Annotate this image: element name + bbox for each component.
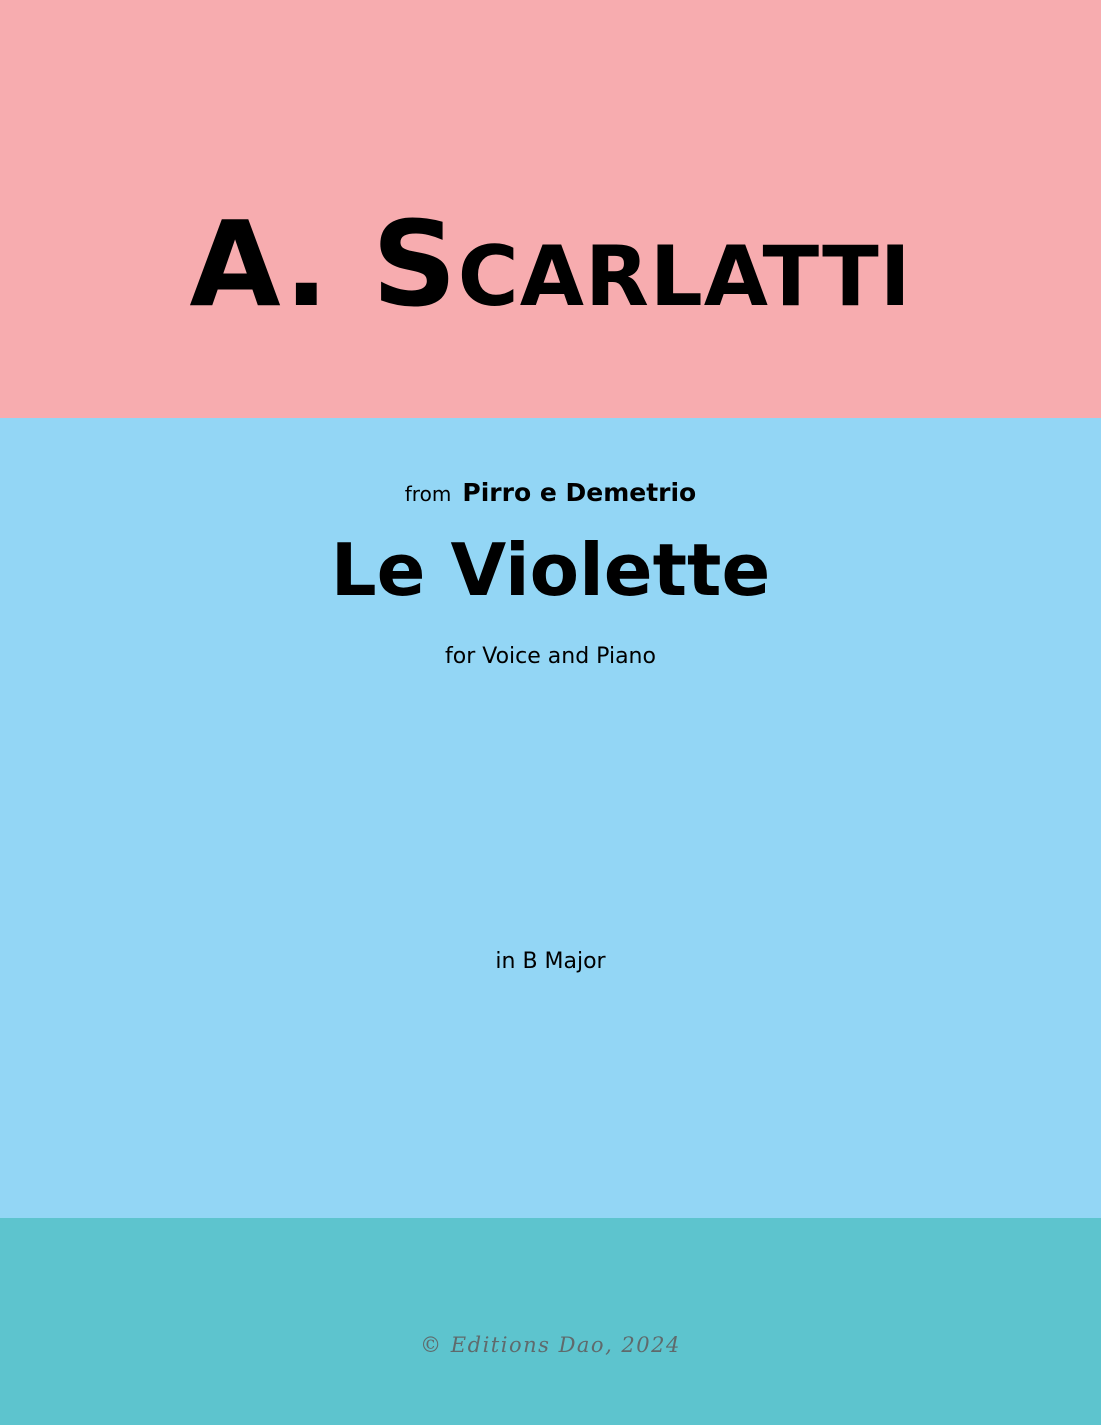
from-label: from	[404, 482, 452, 506]
copyright-notice: © Editions Dao, 2024	[420, 1333, 681, 1357]
composer-name: A. Scarlatti	[189, 195, 912, 333]
source-line	[0, 478, 1101, 507]
piece-title: Le Violette	[330, 528, 771, 612]
bottom-color-band	[0, 1218, 1101, 1425]
instrumentation: for Voice and Piano	[445, 644, 656, 669]
key-signature-label: in B Major	[495, 949, 606, 974]
source-work-title: Pirro e Demetrio	[462, 478, 697, 507]
